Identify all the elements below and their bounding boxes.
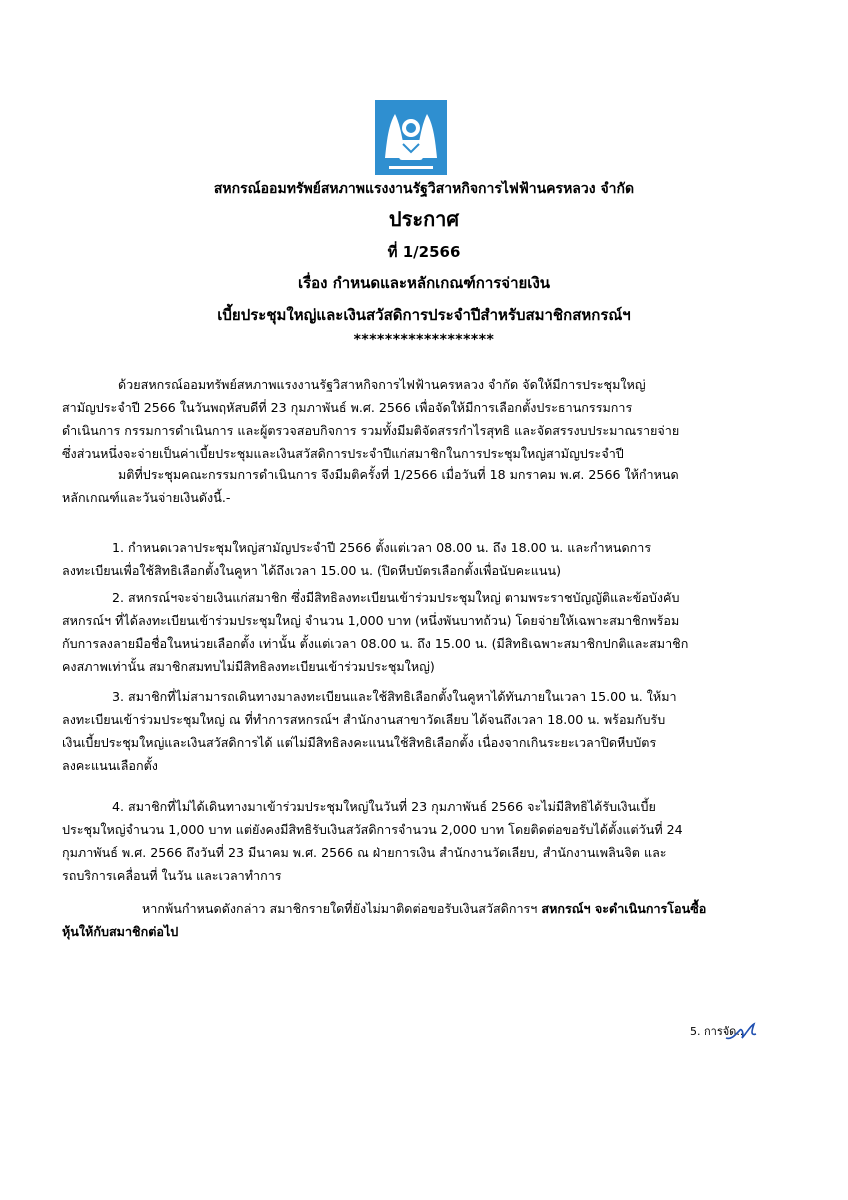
paragraph-line: เงินเบี้ยประชุมใหญ่และเงินสวัสดิการได้ แต่ไม่มีสิทธิลงคะแนนใช้สิทธิเลือกตั้ง เนื่องจากเกินระยะเวลาปิดหีบบัตร — [62, 735, 657, 750]
paragraph-closing — [62, 897, 782, 943]
cooperative-logo-icon — [375, 100, 447, 175]
separator-stars: ****************** — [353, 332, 495, 348]
paragraph-line: ดำเนินการ กรรมการดำเนินการ และผู้ตรวจสอบกิจการ รวมทั้งมีมติจัดสรรกำไรสุทธิ และจัดสรรงบประมาณรายจ่าย — [62, 423, 680, 438]
paragraph-line: รถบริการเคลื่อนที่ ในวัน และเวลาทำการ — [62, 868, 282, 883]
rule-item-1 — [62, 536, 782, 582]
closing-line-1 — [62, 897, 782, 920]
paragraph-line: ด้วยสหกรณ์ออมทรัพย์สหภาพแรงงานรัฐวิสาหกิจการไฟฟ้านครหลวง จำกัด จัดให้มีการประชุมใหญ่ — [118, 377, 646, 392]
paragraph-line: 3. สมาชิกที่ไม่สามารถเดินทางมาลงทะเบียนและใช้สิทธิเลือกตั้งในคูหาได้ทันภายในเวลา 15.00 น. ให้มา — [112, 689, 677, 704]
paragraph-line: หลักเกณฑ์และวันจ่ายเงินดังนี้.- — [62, 490, 231, 505]
paragraph-line: ซึ่งส่วนหนึ่งจะจ่ายเป็นค่าเบี้ยประชุมและเงินสวัสดิการประจำปีแก่สมาชิกในการประชุมใหญ่สามัญประจำปี — [62, 446, 624, 461]
paragraph-line: 1. กำหนดเวลาประชุมใหญ่สามัญประจำปี 2566 ตั้งแต่เวลา 08.00 น. ถึง 18.00 น. และกำหนดการ — [112, 540, 652, 555]
closing-text: หากพ้นกำหนดดังกล่าว สมาชิกรายใดที่ยังไม่มาติดต่อขอรับเงินสวัสดิการฯ — [142, 901, 542, 916]
closing-bold-line-2: หุ้นให้กับสมาชิกต่อไป — [62, 924, 179, 939]
paragraph-intro — [62, 373, 782, 465]
continuation-note: 5. การจัด... — [690, 1025, 747, 1038]
rule-item-2 — [62, 586, 782, 678]
paragraph-line: ลงคะแนนเลือกตั้ง — [62, 758, 158, 773]
paragraph-line: กุมภาพันธ์ พ.ศ. 2566 ถึงวันที่ 23 มีนาคม พ.ศ. 2566 ณ ฝ่ายการเงิน สำนักงานวัดเลียบ, สำนักงานเพลินจิต และ — [62, 845, 667, 860]
paragraph-line: 4. สมาชิกที่ไม่ได้เดินทางมาเข้าร่วมประชุมใหญ่ในวันที่ 23 กุมภาพันธ์ 2566 จะไม่มีสิทธิได้รับเงินเบี้ย — [112, 799, 656, 814]
paragraph-line: 2. สหกรณ์ฯจะจ่ายเงินแก่สมาชิก ซึ่งมีสิทธิลงทะเบียนเข้าร่วมประชุมใหญ่ ตามพระราชบัญญัติและข้อบังคับ — [112, 590, 680, 605]
paragraph-line: มติที่ประชุมคณะกรรมการดำเนินการ จึงมีมติครั้งที่ 1/2566 เมื่อวันที่ 18 มกราคม พ.ศ. 2566 ให้กำหนด — [118, 467, 679, 482]
paragraph-line: ประชุมใหญ่จำนวน 1,000 บาท แต่ยังคงมีสิทธิรับเงินสวัสดิการจำนวน 2,000 บาท โดยติดต่อขอรับได้ตั้งแต่วันที่ 24 — [62, 822, 683, 837]
paragraph-line: กับการลงลายมือชื่อในหน่วยเลือกตั้ง เท่านั้น ตั้งแต่เวลา 08.00 น. ถึง 15.00 น. (มีสิทธิเฉพาะสมาชิกปกติและสมาชิก — [62, 636, 689, 651]
rule-item-3 — [62, 685, 782, 777]
paragraph-line: ลงทะเบียนเพื่อใช้สิทธิเลือกตั้งในคูหา ได้ถึงเวลา 15.00 น. (ปิดหีบบัตรเลือกตั้งเพื่อนับคะแนน) — [62, 563, 562, 578]
paragraph-line: สามัญประจำปี 2566 ในวันพฤหัสบดีที่ 23 กุมภาพันธ์ พ.ศ. 2566 เพื่อจัดให้มีการเลือกตั้งประธานกรรมการ — [62, 400, 633, 415]
subject-line-2: เบี้ยประชุมใหญ่และเงินสวัสดิการประจำปีสำหรับสมาชิกสหกรณ์ฯ — [217, 306, 631, 324]
rule-item-4 — [62, 795, 782, 887]
subject-line-1: เรื่อง กำหนดและหลักเกณฑ์การจ่ายเงิน — [297, 274, 551, 292]
paragraph-line: คงสภาพเท่านั้น สมาชิกสมทบไม่มีสิทธิลงทะเบียนเข้าร่วมประชุมใหญ่) — [62, 659, 435, 674]
paragraph-resolution — [62, 463, 782, 509]
organization-name: สหกรณ์ออมทรัพย์สหภาพแรงงานรัฐวิสาหกิจการไฟฟ้านครหลวง จำกัด — [213, 181, 635, 197]
announcement-number: ที่ 1/2566 — [387, 243, 461, 261]
paragraph-line: สหกรณ์ฯ ที่ได้ลงทะเบียนเข้าร่วมประชุมใหญ่ จำนวน 1,000 บาท (หนึ่งพันบาทถ้วน) โดยจ่ายให้เฉพาะสมาชิกพร้อม — [62, 613, 680, 628]
signature-icon — [722, 1020, 762, 1044]
closing-bold-text: สหกรณ์ฯ จะดำเนินการโอนซื้อ — [541, 901, 707, 916]
announcement-title: ประกาศ — [388, 207, 460, 231]
paragraph-line: ลงทะเบียนเข้าร่วมประชุมใหญ่ ณ ที่ทำการสหกรณ์ฯ สำนักงานสาขาวัดเลียบ ได้จนถึงเวลา 18.00 น. พร้อมกับรับ — [62, 712, 666, 727]
